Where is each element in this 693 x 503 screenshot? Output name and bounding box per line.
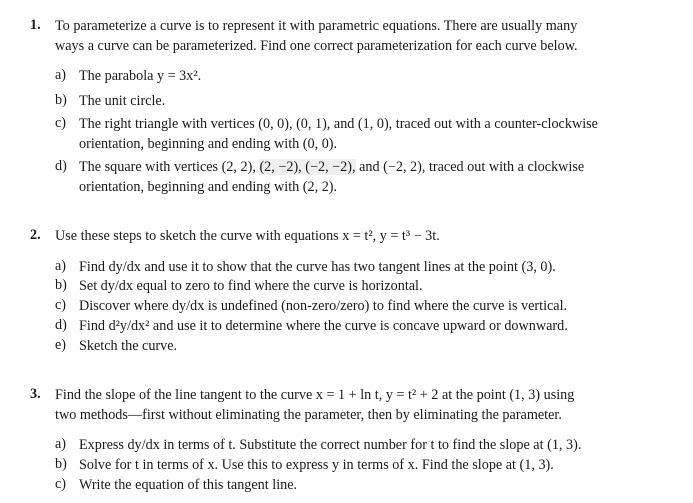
item-label: d) bbox=[55, 317, 67, 333]
item-text: The right triangle with vertices (0, 0), (0, 1), and (1, 0), traced out with a counter-clockwise bbox=[79, 116, 598, 132]
item-text-continued: orientation, beginning and ending with (2, 2). bbox=[79, 179, 338, 195]
item-text: Sketch the curve. bbox=[79, 338, 178, 354]
item-text bbox=[79, 158, 584, 176]
item-text-part: The square with vertices (2, 2), bbox=[79, 159, 256, 175]
item-label: a) bbox=[55, 436, 67, 452]
item-label: a) bbox=[55, 258, 67, 274]
item-text: Discover where dy/dx is undefined (non-zero/zero) to find where the curve is vertical. bbox=[79, 298, 568, 314]
highlighted-vertices: (2, −2), (−2, −2), bbox=[259, 159, 356, 175]
item-text: Set dy/dx equal to zero to find where the curve is horizontal. bbox=[79, 278, 423, 294]
problem-intro-line-2: two methods—first without eliminating the parameter, then by eliminating the parameter. bbox=[55, 407, 562, 423]
problem-intro-line-2: ways a curve can be parameterized. Find one correct parameterization for each curve below. bbox=[55, 38, 578, 54]
problem-intro-line-1: Use these steps to sketch the curve with equations x = t², y = t³ − 3t. bbox=[55, 228, 440, 244]
item-label: c) bbox=[55, 297, 67, 313]
item-text: Find dy/dx and use it to show that the curve has two tangent lines at the point (3, 0). bbox=[79, 259, 556, 275]
problem-number: 3. bbox=[30, 386, 41, 402]
item-text-part: and (−2, 2), traced out with a clockwise bbox=[359, 159, 585, 175]
item-label: a) bbox=[55, 67, 67, 83]
problem-intro-line-1: To parameterize a curve is to represent it with parametric equations. There are usually many bbox=[55, 18, 578, 34]
item-label: b) bbox=[55, 92, 67, 108]
item-label: b) bbox=[55, 456, 67, 472]
problem-intro-line-1: Find the slope of the line tangent to the curve x = 1 + ln t, y = t² + 2 at the point (1, 3) using bbox=[55, 387, 575, 403]
item-label: d) bbox=[55, 158, 67, 174]
item-text: The parabola y = 3x². bbox=[79, 68, 202, 84]
item-text: Write the equation of this tangent line. bbox=[79, 477, 298, 493]
item-text: Solve for t in terms of x. Use this to express y in terms of x. Find the slope at (1, 3). bbox=[79, 457, 554, 473]
item-label: b) bbox=[55, 277, 67, 293]
problem-number: 2. bbox=[30, 227, 41, 243]
problem-number: 1. bbox=[30, 17, 41, 33]
item-text: The unit circle. bbox=[79, 93, 166, 109]
item-text: Express dy/dx in terms of t. Substitute the correct number for t to find the slope at (1, 3). bbox=[79, 437, 582, 453]
item-label: c) bbox=[55, 115, 67, 131]
item-text: Find d²y/dx² and use it to determine where the curve is concave upward or downward. bbox=[79, 318, 568, 334]
item-text-continued: orientation, beginning and ending with (0, 0). bbox=[79, 136, 338, 152]
item-label: e) bbox=[55, 337, 67, 353]
item-label: c) bbox=[55, 476, 67, 492]
